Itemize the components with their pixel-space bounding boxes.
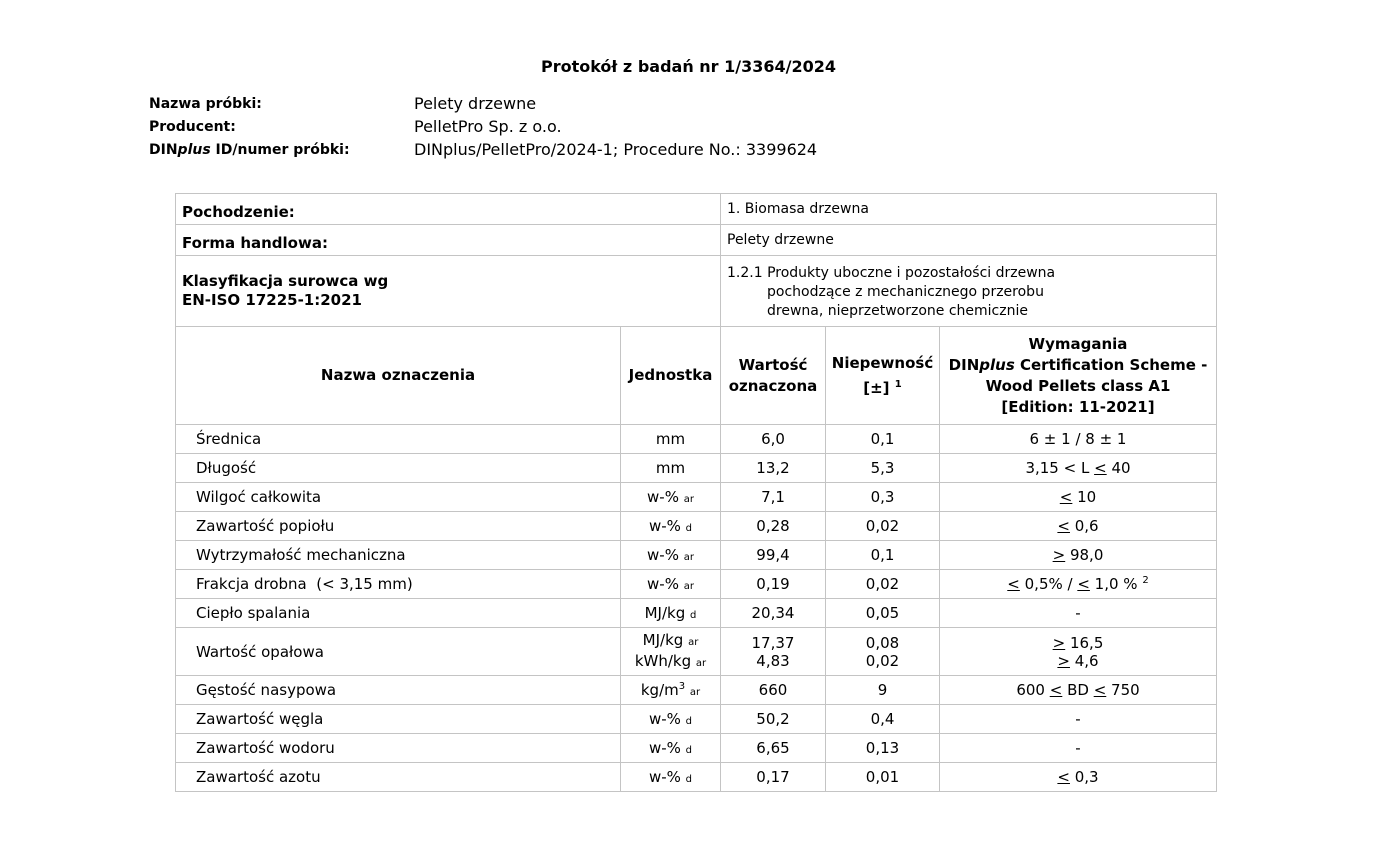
row-uncertainty: 0,01 (826, 763, 940, 792)
table-row (176, 454, 1217, 483)
row-name: Średnica (176, 425, 621, 454)
column-header-row (176, 327, 1217, 425)
sample-name-label: Nazwa próbki: (149, 96, 262, 112)
producer-label: Producent: (149, 119, 236, 135)
table-row (176, 734, 1217, 763)
row-requirement: < 10 (940, 483, 1217, 512)
row-name: Długość (176, 454, 621, 483)
row-value: 0,28 (721, 512, 826, 541)
row-name: Zawartość węgla (176, 705, 621, 734)
form-label: Forma handlowa: (176, 225, 721, 256)
col-header-name: Nazwa oznaczenia (176, 327, 621, 425)
row-unit: w-% d (621, 705, 721, 734)
row-name: Wartość opałowa (176, 628, 621, 676)
sample-id-value: DINplus/PelletPro/2024-1; Procedure No.: 3399624 (414, 140, 818, 159)
producer-value: PelletPro Sp. z o.o. (414, 117, 562, 136)
row-requirement: > 16,5 > 4,6 (940, 628, 1217, 676)
table-row (176, 541, 1217, 570)
row-value: 20,34 (721, 599, 826, 628)
row-name: Wilgoć całkowita (176, 483, 621, 512)
table-row (176, 676, 1217, 705)
row-requirement: 6 ± 1 / 8 ± 1 (940, 425, 1217, 454)
row-name: Zawartość wodoru (176, 734, 621, 763)
table-row (176, 599, 1217, 628)
table-row (176, 512, 1217, 541)
col-header-unit: Jednostka (621, 327, 721, 425)
form-value: Pelety drzewne (721, 225, 1217, 256)
row-requirement: < 0,5% / < 1,0 % $^2$ (940, 570, 1217, 599)
table-row (176, 628, 1217, 676)
origin-value: 1. Biomasa drzewna (721, 194, 1217, 225)
sample-name-value: Pelety drzewne (414, 94, 537, 113)
results-table (175, 193, 1217, 792)
row-name: Frakcja drobna (< 3,15 mm) (176, 570, 621, 599)
table-row (176, 425, 1217, 454)
row-value: 6,65 (721, 734, 826, 763)
row-value: 6,0 (721, 425, 826, 454)
table-row (176, 570, 1217, 599)
col-header-uncertainty: Niepewność [±] $^1$ (826, 327, 940, 425)
row-unit: w-% ar (621, 570, 721, 599)
row-uncertainty: 0,02 (826, 570, 940, 599)
row-uncertainty: 0,02 (826, 512, 940, 541)
classification-value: 1.2.1 Produkty uboczne i pozostałości drzewna pochodzące z mechanicznego przerobu drewna, nieprzetworzone chemicznie (721, 256, 1217, 327)
row-unit: w-% ar (621, 483, 721, 512)
origin-label: Pochodzenie: (176, 194, 721, 225)
row-unit: $kg/m^3$ ar (621, 676, 721, 705)
row-uncertainty: 0,1 (826, 425, 940, 454)
row-uncertainty: 0,4 (826, 705, 940, 734)
table-row (176, 483, 1217, 512)
row-unit: mm (621, 425, 721, 454)
row-uncertainty: 0,05 (826, 599, 940, 628)
row-name: Zawartość azotu (176, 763, 621, 792)
row-uncertainty: 5,3 (826, 454, 940, 483)
row-uncertainty: 0,3 (826, 483, 940, 512)
row-requirement: < 0,3 (940, 763, 1217, 792)
row-unit: w-% d (621, 512, 721, 541)
row-uncertainty: 0,13 (826, 734, 940, 763)
row-requirement: 3,15 < L < 40 (940, 454, 1217, 483)
row-requirement: - (940, 705, 1217, 734)
form-row (176, 225, 1217, 256)
row-unit: w-% ar (621, 541, 721, 570)
row-value: 13,2 (721, 454, 826, 483)
row-unit: mm (621, 454, 721, 483)
table-row (176, 763, 1217, 792)
row-name: Zawartość popiołu (176, 512, 621, 541)
row-name: Wytrzymałość mechaniczna (176, 541, 621, 570)
row-value: 0,19 (721, 570, 826, 599)
row-value: 50,2 (721, 705, 826, 734)
table-row (176, 705, 1217, 734)
row-requirement: 600 < BD < 750 (940, 676, 1217, 705)
col-header-requirements: Wymagania DINplus Certification Scheme - Wood Pellets class A1 [Edition: 11-2021] (940, 327, 1217, 425)
classification-row (176, 256, 1217, 327)
classification-label: Klasyfikacja surowca wg EN-ISO 17225-1:2021 (176, 256, 721, 327)
row-requirement: - (940, 599, 1217, 628)
row-value: 7,1 (721, 483, 826, 512)
report-title: Protokół z badań nr 1/3364/2024 (540, 57, 837, 76)
row-unit: w-% d (621, 734, 721, 763)
row-value: 99,4 (721, 541, 826, 570)
row-uncertainty: 0,1 (826, 541, 940, 570)
row-requirement: - (940, 734, 1217, 763)
row-unit: MJ/kg ar kWh/kg ar (621, 628, 721, 676)
col-header-value: Wartość oznaczona (721, 327, 826, 425)
row-value: 17,37 4,83 (721, 628, 826, 676)
row-name: Ciepło spalania (176, 599, 621, 628)
row-unit: MJ/kg d (621, 599, 721, 628)
row-unit: w-% d (621, 763, 721, 792)
row-uncertainty: 9 (826, 676, 940, 705)
origin-row (176, 194, 1217, 225)
row-value: 660 (721, 676, 826, 705)
row-value: 0,17 (721, 763, 826, 792)
sample-id-label: DINplus ID/numer próbki: (149, 142, 350, 158)
row-requirement: > 98,0 (940, 541, 1217, 570)
row-name: Gęstość nasypowa (176, 676, 621, 705)
row-uncertainty: 0,08 0,02 (826, 628, 940, 676)
row-requirement: < 0,6 (940, 512, 1217, 541)
